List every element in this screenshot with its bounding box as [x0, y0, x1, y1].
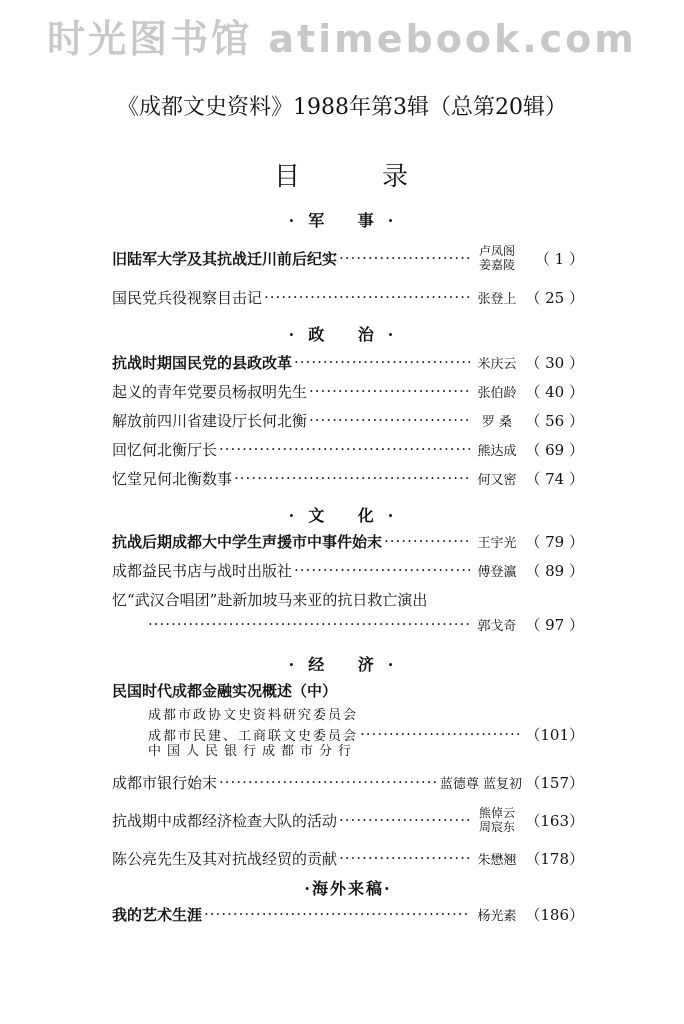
- entry-page: （ 69 ）: [525, 440, 584, 459]
- entry-title: 旧陆军大学及其抗战迁川前后纪实: [112, 249, 338, 268]
- toc-entry[interactable]: [112, 406, 584, 434]
- section-heading-overseas: ·海外来稿·: [304, 879, 392, 898]
- entry-title: 忆堂兄何北衡数事: [112, 469, 233, 488]
- entry-page: （157）: [525, 773, 584, 792]
- toc-entry[interactable]: [112, 800, 584, 840]
- entry-title: 国民党兵役视察目击记: [112, 288, 263, 307]
- entry-page: （178）: [525, 849, 584, 868]
- leader-dots: [384, 532, 470, 550]
- entry-title: 解放前四川省建设厅长何北衡: [112, 411, 308, 430]
- entry-author: 熊倬云 周宸东: [478, 806, 515, 834]
- toc-entry[interactable]: [112, 377, 584, 405]
- entry-author: 何又密: [477, 472, 517, 488]
- leader-dots: [339, 249, 470, 267]
- org-line: 成都市政协文史资料研究委员会: [148, 708, 359, 723]
- entry-page: （ 1 ）: [534, 249, 584, 268]
- leader-dots: [204, 905, 470, 923]
- toc-entry[interactable]: [112, 676, 584, 704]
- publication-title: 《成都文史资料》1988年第3辑（总第20辑）: [117, 95, 567, 120]
- toc-heading: [0, 156, 684, 193]
- entry-page: （ 89 ）: [525, 561, 584, 580]
- toc-entry[interactable]: [112, 768, 584, 796]
- entry-title: 忆“武汉合唱团”赴新加坡马来亚的抗日救亡演出: [112, 590, 428, 609]
- toc-entry[interactable]: [112, 348, 584, 376]
- toc-entry-title-line[interactable]: [112, 585, 584, 613]
- entry-page: （ 97 ）: [525, 615, 584, 634]
- toc-entry[interactable]: [112, 844, 584, 872]
- entry-title: 抗战期中成都经济检查大队的活动: [112, 811, 338, 830]
- entry-author: 米庆云: [477, 356, 517, 372]
- entry-title: 成都市银行始末: [112, 773, 218, 792]
- entry-title: 我的艺术生涯: [112, 905, 203, 924]
- leader-dots: [360, 725, 520, 743]
- entry-page: （101）: [525, 725, 584, 744]
- entry-org-authors: [148, 744, 584, 760]
- entry-author: 王宇光: [477, 535, 517, 551]
- entry-title: 陈公亮先生及其对抗战经贸的贡献: [112, 849, 338, 868]
- toc-heading-left: 目: [273, 162, 302, 192]
- section-heading-military: ·军 事·: [288, 211, 408, 230]
- entry-page: （ 30 ）: [525, 353, 584, 372]
- entry-page: （ 40 ）: [525, 382, 584, 401]
- entry-page: （ 25 ）: [525, 288, 584, 307]
- toc-entry[interactable]: [112, 464, 584, 492]
- entry-author: 朱懋翘: [477, 852, 517, 868]
- leader-dots: [234, 469, 470, 487]
- entry-page: （ 56 ）: [525, 411, 584, 430]
- entry-title: 成都益民书店与战时出版社: [112, 561, 293, 580]
- toc-entry[interactable]: [112, 238, 584, 278]
- entry-title: 起义的青年党要员杨叔明先生: [112, 382, 308, 401]
- org-line: 中国人民银行成都市分行: [148, 744, 358, 759]
- entry-author: 郭戈奇: [477, 618, 517, 634]
- entry-title: 回忆何北衡厅长: [112, 440, 218, 459]
- toc-entry-leader-line: [112, 610, 584, 638]
- section-heading-culture: ·文 化·: [288, 506, 408, 525]
- entry-title: 抗战时期国民党的县政改革: [112, 353, 293, 372]
- entry-author: 张伯龄: [477, 385, 517, 401]
- toc-entry[interactable]: [112, 283, 584, 311]
- leader-dots: [219, 773, 438, 791]
- toc-entry[interactable]: [112, 435, 584, 463]
- entry-page: （186）: [525, 905, 584, 924]
- entry-author: 杨光素: [477, 908, 517, 924]
- watermark: 时光图书馆 atimebook.com: [47, 17, 637, 58]
- entry-page: （163）: [525, 811, 584, 830]
- entry-author: 罗 桑: [481, 414, 513, 430]
- leader-dots: [219, 440, 470, 458]
- leader-dots: [309, 411, 470, 429]
- leader-dots: [294, 561, 470, 579]
- entry-title: 民国时代成都金融实况概述（中）: [112, 681, 338, 700]
- leader-dots: [264, 288, 470, 306]
- leader-dots: [339, 849, 470, 867]
- toc-heading-right: 录: [382, 162, 411, 192]
- leader-dots: [309, 382, 470, 400]
- toc-entry[interactable]: [112, 527, 584, 555]
- toc-entry[interactable]: [112, 900, 584, 928]
- entry-page: （ 79 ）: [525, 532, 584, 551]
- toc-entry[interactable]: [112, 556, 584, 584]
- section-heading-economy: ·经 济·: [288, 655, 408, 674]
- entry-author: 张登上: [477, 291, 517, 307]
- section-heading-politics: ·政 治·: [288, 325, 408, 344]
- entry-author: 卢凤阁 姜嘉陵: [478, 244, 515, 272]
- leader-dots: [294, 353, 470, 371]
- entry-page: （ 74 ）: [525, 469, 584, 488]
- entry-author: 熊达成: [477, 443, 517, 459]
- entry-author: 傅登瀛: [477, 564, 517, 580]
- entry-author: 蓝德尊 蓝复初: [439, 776, 522, 792]
- leader-dots: [148, 615, 470, 633]
- leader-dots: [339, 811, 470, 829]
- org-line: 成都市民建、工商联文史委员会: [148, 728, 359, 744]
- entry-title: 抗战后期成都大中学生声援市中事件始末: [112, 532, 383, 551]
